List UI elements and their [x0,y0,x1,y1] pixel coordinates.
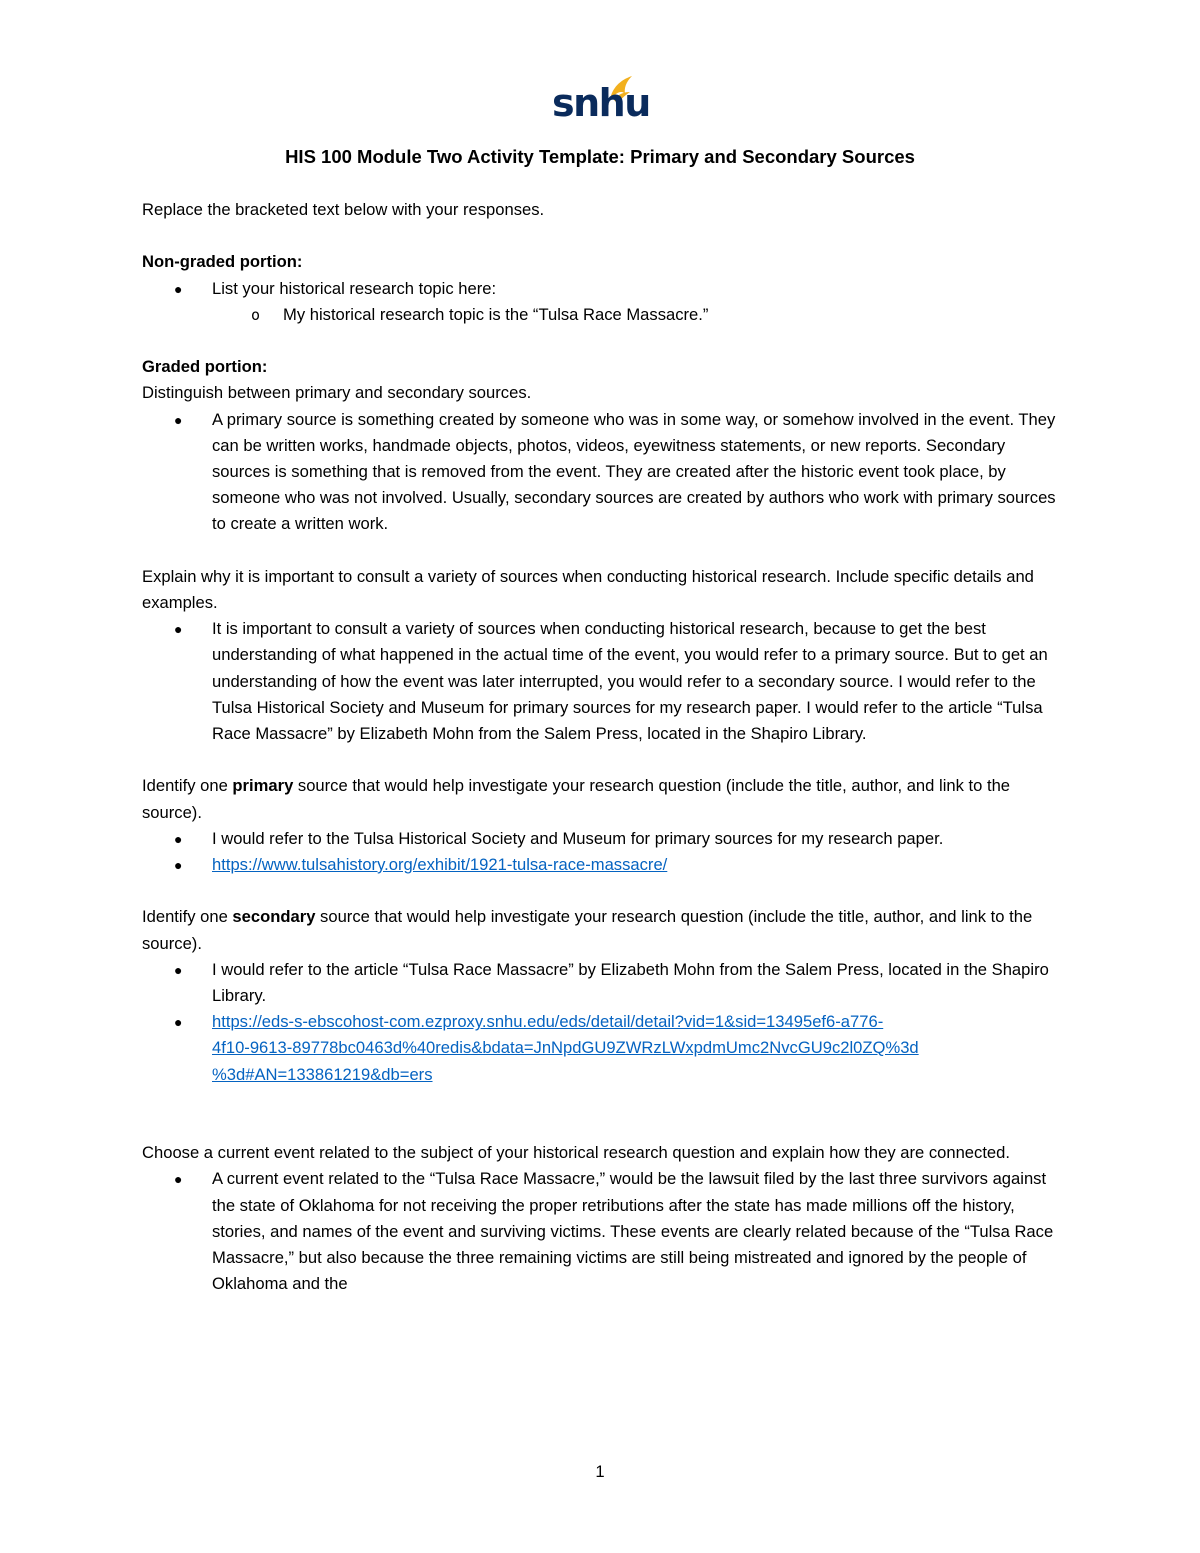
question-2: Explain why it is important to consult a variety of sources when conducting historical research. Include specific details and examples. [142,566,1034,612]
list-item [251,302,1062,328]
list-item [174,826,1062,852]
graded-heading: Graded portion: [142,357,268,377]
page-number: 1 [595,1462,605,1481]
bullet-icon: ● [174,1171,183,1188]
bullet-icon: ● [174,857,183,874]
non-graded-list [142,276,1062,328]
answer-5-list [142,1166,1062,1297]
list-item [174,276,1062,328]
answer-3-text: I would refer to the Tulsa Historical Society and Museum for primary sources for my research paper. [212,828,944,848]
bullet-icon: ● [174,411,183,428]
list-item [174,407,1062,538]
answer-3-list [142,826,1062,878]
circle-bullet-icon: o [251,305,261,324]
question-3: Identify one primary source that would help investigate your research question (include the title, author, and link to the source). [142,776,1011,822]
document-body [142,197,1062,1297]
bullet-icon: ● [174,621,183,638]
bullet-icon: ● [174,830,183,847]
question-1: Distinguish between primary and secondary sources. [142,383,532,403]
list-item-text: My historical research topic is the “Tulsa Race Massacre.” [283,304,709,324]
intro-text: Replace the bracketed text below with your responses. [142,200,545,219]
non-graded-heading: Non-graded portion: [142,252,303,272]
bullet-icon: ● [174,961,183,978]
list-item [174,616,1062,747]
answer-5-text: A current event related to the “Tulsa Race Massacre,” would be the lawsuit filed by the last three survivors against the state of Oklahoma for not receiving the proper retributions after the state has made millions off the history, stories, and names of the event and surviving victims. These events are clearly related because of the “Tulsa Race Massacre,” but also because the three remaining victims are still being mistreated and ignored by the people of Oklahoma and the [212,1169,1054,1294]
snhu-logo [552,70,650,134]
secondary-source-link[interactable]: https://eds-s-ebscohost-com.ezproxy.snhu.edu/eds/detail/detail?vid=1&sid=13495ef6-a776- 4f10-9613-89778bc0463d%40redis&bdata=JnNpdGU9ZWRzLWxpdmUmc2NvcGU9c2l0ZQ%3d %3d#AN=133861219&db=ers [212,1012,919,1084]
list-item-text: List your historical research topic here: [212,278,497,298]
logo-text: snhu [552,81,650,125]
answer-1-text: A primary source is something created by someone who was in some way, or somehow involved in the event. They can be written works, handmade objects, photos, videos, eyewitness statements, or new reports. Secondary sources is something that is removed from the event. They are created after the historic event took place, by someone who was not involved. Usually, secondary sources are created by authors who work with primary sources to create a written work. [212,409,1056,534]
answer-2-list [142,616,1062,747]
answer-2-text: It is important to consult a variety of sources when conducting historical research, because to get the best understanding of what happened in the actual time of the event, you would refer to a primary source. But to get an understanding of how the event was later interrupted, you would refer to a secondary source. I would refer to the Tulsa Historical Society and Museum for primary sources for my research paper. I would refer to the article “Tulsa Race Massacre” by Elizabeth Mohn from the Salem Press, located in the Shapiro Library. [212,619,1048,744]
list-item [174,852,1062,878]
answer-4-list [142,957,1062,1088]
primary-source-link[interactable]: https://www.tulsahistory.org/exhibit/1921-tulsa-race-massacre/ [212,855,668,875]
bullet-icon: ● [174,1014,183,1031]
question-4: Identify one secondary source that would help investigate your research question (include the title, author, and link to the source). [142,907,1033,953]
sub-list [212,302,1062,328]
list-item [174,1009,1062,1088]
question-5: Choose a current event related to the subject of your historical research question and explain how they are connected. [142,1143,1011,1163]
list-item [174,1166,1062,1297]
list-item [174,957,1062,1009]
page-title: HIS 100 Module Two Activity Template: Primary and Secondary Sources [285,146,915,167]
bullet-icon: ● [174,280,183,297]
answer-1-list [142,407,1062,538]
answer-4-text: I would refer to the article “Tulsa Race Massacre” by Elizabeth Mohn from the Salem Press, located in the Shapiro Library. [212,959,1049,1006]
